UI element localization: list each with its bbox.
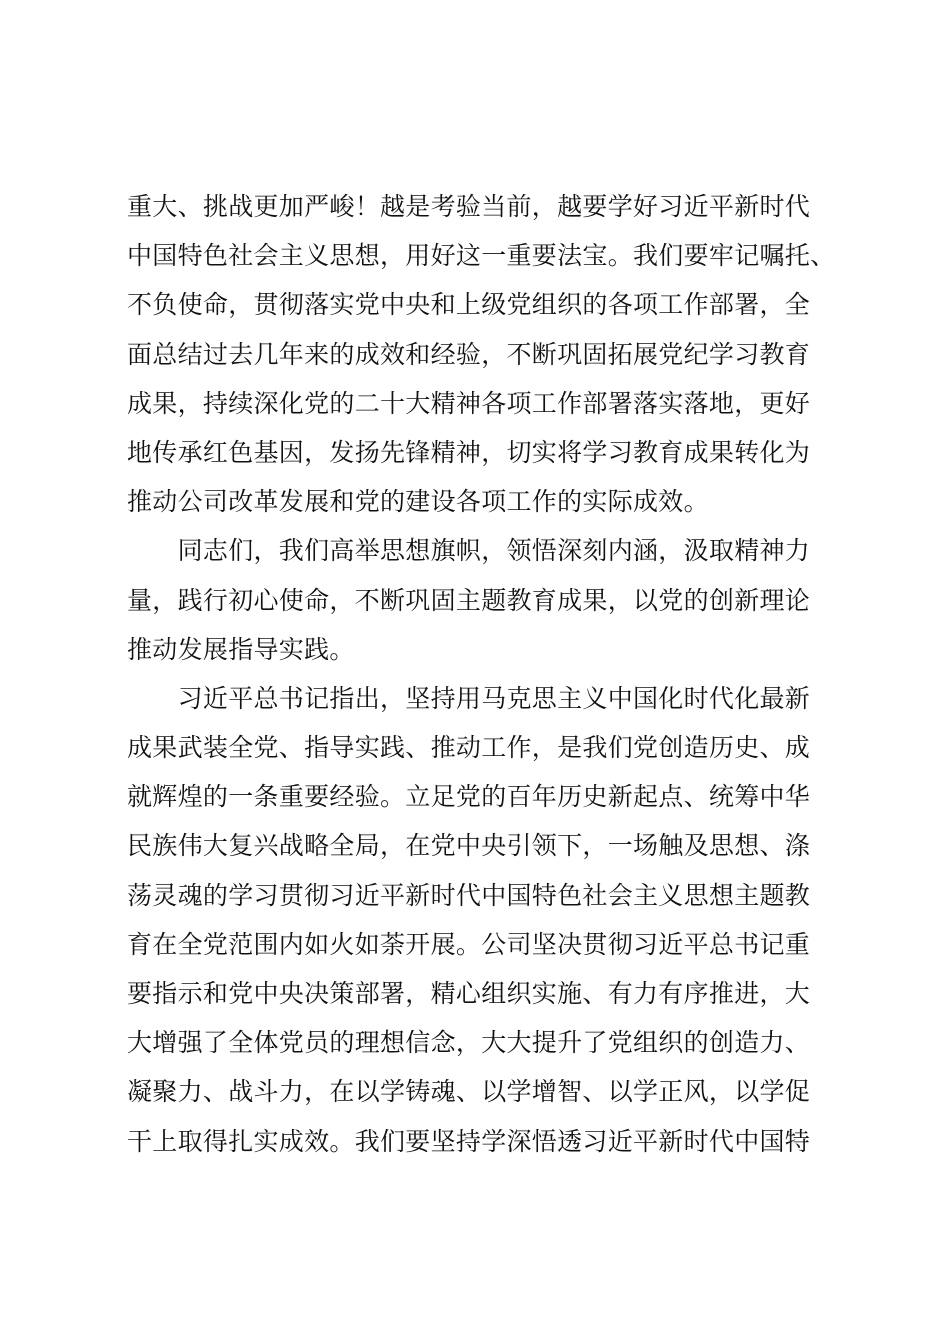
text-line: 成果，持续深化党的二十大精神各项工作部署落实落地，更好 <box>127 388 811 418</box>
text-line: 民族伟大复兴战略全局，在党中央引领下，一场触及思想、涤 <box>127 831 811 861</box>
text-line: 中国特色社会主义思想，用好这一重要法宝。我们要牢记嘱托、 <box>127 241 836 271</box>
text-line: 面总结过去几年来的成效和经验，不断巩固拓展党纪学习教育 <box>127 339 811 369</box>
text-line: 凝聚力、战斗力，在以学铸魂、以学增智、以学正风，以学促 <box>127 1077 811 1107</box>
text-line: 要指示和党中央决策部署，精心组织实施、有力有序推进，大 <box>127 979 811 1008</box>
text-line: 推动公司改革发展和党的建设各项工作的实际成效。 <box>127 487 709 517</box>
text-line: 不负使命，贯彻落实党中央和上级党组织的各项工作部署，全 <box>127 290 811 320</box>
text-line: 同志们，我们高举思想旗帜，领悟深刻内涵，汲取精神力 <box>127 536 811 566</box>
text-line: 大增强了全体党员的理想信念，大大提升了党组织的创造力、 <box>127 1028 811 1058</box>
text-line: 干上取得扎实成效。我们要坚持学深悟透习近平新时代中国特 <box>127 1126 811 1156</box>
text-line: 就辉煌的一条重要经验。立足党的百年历史新起点、统筹中华 <box>127 782 811 812</box>
text-line: 育在全党范围内如火如荼开展。公司坚决贯彻习近平总书记重 <box>127 929 811 959</box>
text-line: 习近平总书记指出，坚持用马克思主义中国化时代化最新 <box>127 683 811 713</box>
text-line: 量，践行初心使命，不断巩固主题教育成果，以党的创新理论 <box>127 585 811 615</box>
body-text <box>127 182 837 1166</box>
text-line: 重大、挑战更加严峻！越是考验当前，越要学好习近平新时代 <box>127 192 811 221</box>
text-line: 地传承红色基因，发扬先锋精神，切实将学习教育成果转化为 <box>127 437 811 467</box>
text-line: 推动发展指导实践。 <box>127 634 355 664</box>
text-line: 荡灵魂的学习贯彻习近平新时代中国特色社会主义思想主题教 <box>127 880 811 910</box>
text-line: 成果武装全党、指导实践、推动工作，是我们党创造历史、成 <box>127 733 811 763</box>
